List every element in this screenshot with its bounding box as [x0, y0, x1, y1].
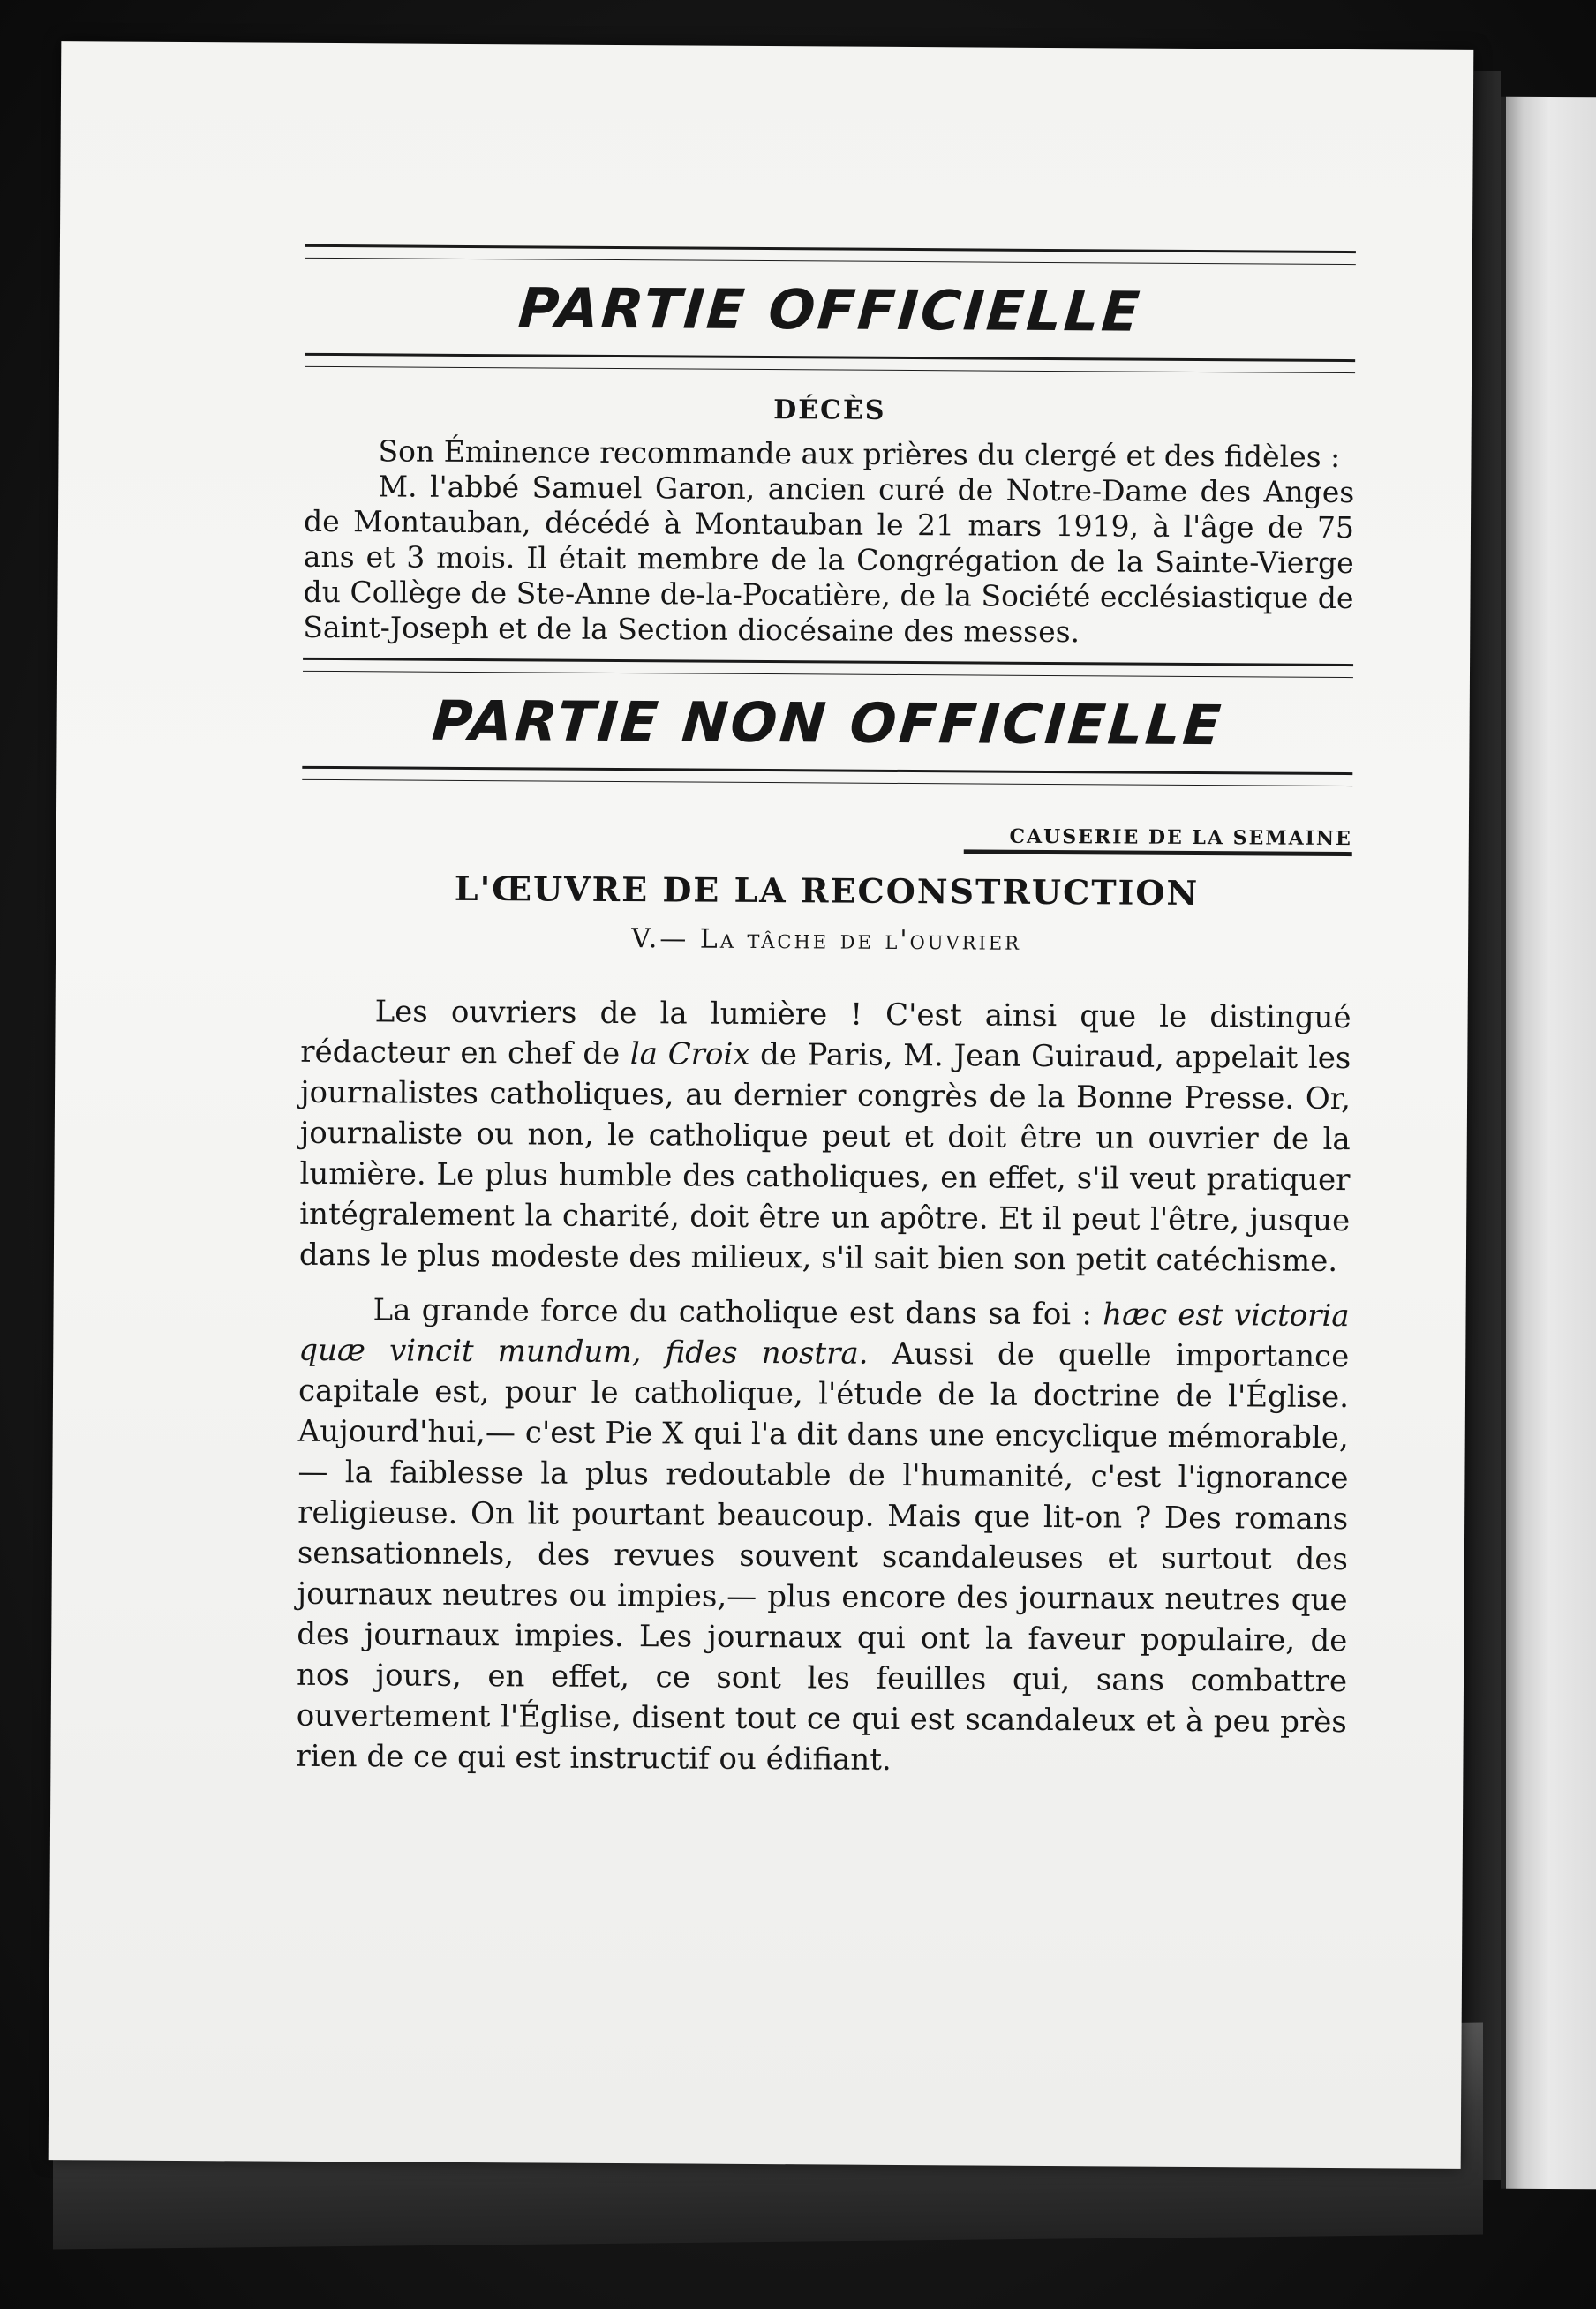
paragraph-1-part-2: de Paris, M. Jean Guiraud, appelait les journalistes catholiques, au dernier congrès de la Bonne Presse. Or, journaliste ou non, le catholique peut et doit être un ouvrier de la lumière. Le plus humble des catholiques, en effet, s'il veut pratiquer intégralement la charité, doit être un apôtre. Et il peut l'être, jusque dans le plus modeste des milieux, s'il sait bien son petit catéchisme.: [298, 1036, 1351, 1279]
official-title-rule: [305, 353, 1355, 373]
top-rule: [305, 244, 1356, 265]
page-content: [296, 244, 1356, 1783]
article-subtitle: V.— La tâche de l'ouvrier: [631, 923, 1022, 957]
unofficial-section-title: PARTIE NON OFFICIELLE: [429, 688, 1226, 758]
paragraph-2-part-1: La grande force du catholique est dans sa foi :: [373, 1292, 1103, 1333]
column-rubric: CAUSERIE DE LA SEMAINE: [964, 824, 1352, 856]
facing-page-edge: [1501, 97, 1596, 2190]
official-section: [303, 244, 1356, 651]
article-body: [296, 991, 1351, 1783]
paragraph-1-italic: la Croix: [629, 1036, 750, 1072]
article-paragraph-2: [296, 1290, 1349, 1783]
deaths-intro: Son Éminence recommande aux prières du clergé et des fidèles :: [378, 433, 1341, 474]
unofficial-title-rule: [302, 766, 1352, 786]
unofficial-section: [296, 658, 1353, 1783]
deaths-heading: DÉCÈS: [773, 395, 886, 426]
unofficial-top-rule: [303, 658, 1353, 678]
paragraph-1-part-1: Les ouvriers de la lumière ! C'est ainsi que le distingué rédacteur en chef de: [300, 994, 1351, 1072]
rubric-wrapper: [302, 821, 1352, 856]
paragraph-2-italic: hæc est victoria quæ vincit mundum, fides nostra.: [298, 1297, 1350, 1372]
document-page: [49, 41, 1474, 2169]
official-section-title: PARTIE OFFICIELLE: [516, 275, 1145, 344]
article-title: L'ŒUVRE DE LA RECONSTRUCTION: [454, 868, 1200, 914]
article-paragraph-1: [299, 991, 1351, 1282]
death-notice: M. l'abbé Samuel Garon, ancien curé de Notre-Dame des Anges de Montauban, décédé à Montauban le 21 mars 1919, à l'âge de 75 ans et 3 mois. Il était membre de la Congrégation de la Sainte-Vierge du Collège de Ste-Anne de-la-Pocatière, de la Société ecclésiastique de Saint-Joseph et de la Section diocésaine des messes.: [303, 469, 1355, 650]
paragraph-2-part-2: Aussi de quelle importance capitale est, pour le catholique, l'étude de la doctrine de l'Église. Aujourd'hui,— c'est Pie X qui l'a dit dans une encyclique mémorable,— la faiblesse la plus redoutable de l'humanité, c'est l'ignorance religieuse. On lit pourtant beaucoup. Mais que lit-on ? Des romans sensationnels, des revues souvent scandaleuses et surtout des journaux neutres ou impies,— plus encore des journaux neutres que des journaux impies. Les journaux qui ont la faveur populaire, de nos jours, en effet, ce sont les feuilles qui, sans combattre ouvertement l'Église, disent tout ce qui est scandaleux et à peu près rien de ce qui est instructif ou édifiant.: [296, 1335, 1350, 1778]
